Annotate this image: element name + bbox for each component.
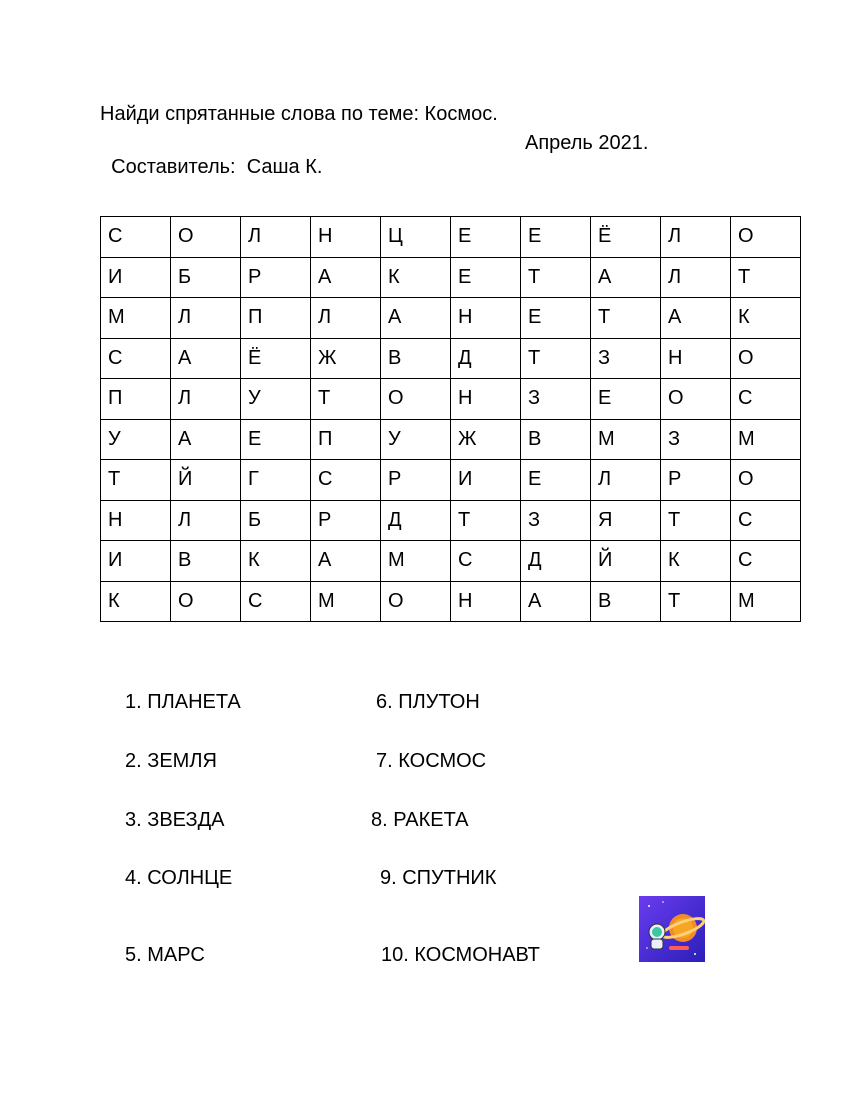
grid-cell: Р [381,460,451,501]
grid-cell: Р [241,257,311,298]
grid-row [101,581,801,622]
grid-cell: А [381,298,451,339]
grid-cell: О [731,217,801,258]
grid-cell: Д [451,338,521,379]
grid-cell: Т [591,298,661,339]
grid-cell: У [241,379,311,420]
grid-row [101,419,801,460]
grid-cell: З [591,338,661,379]
grid-cell: А [521,581,591,622]
grid-cell: Л [171,500,241,541]
grid-cell: Н [311,217,381,258]
word-item: 7. КОСМОС [376,750,487,772]
grid-cell: К [381,257,451,298]
grid-cell: В [591,581,661,622]
grid-cell: О [171,581,241,622]
grid-cell: В [171,541,241,582]
grid-cell: С [101,338,171,379]
grid-cell: Е [241,419,311,460]
word-item: 1. ПЛАНЕТА [125,691,241,713]
grid-cell: А [661,298,731,339]
grid-cell: Т [311,379,381,420]
grid-cell: Р [311,500,381,541]
grid-cell: С [731,500,801,541]
grid-cell: С [451,541,521,582]
grid-cell: З [661,419,731,460]
word-search-grid [100,216,801,622]
grid-cell: Л [241,217,311,258]
grid-cell: Т [661,581,731,622]
grid-cell: С [731,379,801,420]
grid-cell: О [171,217,241,258]
grid-row [101,338,801,379]
grid-cell: П [311,419,381,460]
grid-cell: А [311,541,381,582]
grid-cell: М [101,298,171,339]
grid-cell: Е [591,379,661,420]
grid-cell: Д [381,500,451,541]
grid-cell: Н [451,298,521,339]
grid-cell: Л [171,298,241,339]
grid-cell: О [731,338,801,379]
grid-row [101,541,801,582]
grid-cell: Ц [381,217,451,258]
date-label: Апрель 2021. [525,132,649,154]
grid-cell: Е [521,460,591,501]
grid-cell: Ж [451,419,521,460]
grid-cell: И [451,460,521,501]
word-item: 4. СОЛНЦЕ [125,867,233,889]
grid-cell: Е [451,257,521,298]
grid-cell: Й [171,460,241,501]
grid-cell: К [731,298,801,339]
grid-cell: Н [451,379,521,420]
grid-cell: Н [101,500,171,541]
grid-cell: А [171,419,241,460]
grid-cell: Т [521,338,591,379]
grid-cell: И [101,541,171,582]
grid-cell: Й [591,541,661,582]
grid-cell: Л [311,298,381,339]
grid-cell: Л [661,217,731,258]
word-item: 10. КОСМОНАВТ [381,944,540,966]
grid-cell: П [101,379,171,420]
grid-cell: Н [661,338,731,379]
word-item: 8. РАКЕТА [371,809,469,831]
grid-cell: Л [591,460,661,501]
grid-cell: Т [521,257,591,298]
grid-cell: О [731,460,801,501]
grid-cell: Г [241,460,311,501]
grid-cell: К [241,541,311,582]
grid-cell: Б [171,257,241,298]
grid-cell: Л [171,379,241,420]
grid-cell: М [731,419,801,460]
grid-cell: В [521,419,591,460]
grid-cell: О [381,581,451,622]
grid-cell: А [311,257,381,298]
grid-row [101,379,801,420]
grid-cell: Л [661,257,731,298]
grid-cell: Р [661,460,731,501]
page-title: Найди спрятанные слова по теме: Космос. [100,103,498,125]
grid-row [101,298,801,339]
grid-cell: М [731,581,801,622]
grid-cell: Б [241,500,311,541]
grid-cell: И [101,257,171,298]
grid-cell: Д [521,541,591,582]
author-row [100,131,700,203]
grid-cell: П [241,298,311,339]
grid-cell: С [731,541,801,582]
grid-cell: С [311,460,381,501]
grid-cell: С [101,217,171,258]
grid-cell: Е [451,217,521,258]
grid-row [101,217,801,258]
grid-cell: Н [451,581,521,622]
grid-cell: А [171,338,241,379]
grid-cell: М [311,581,381,622]
word-item: 2. ЗЕМЛЯ [125,750,217,772]
grid-cell: Ж [311,338,381,379]
grid-row [101,460,801,501]
grid-cell: С [241,581,311,622]
grid-cell: М [381,541,451,582]
grid-cell: О [381,379,451,420]
grid-cell: З [521,379,591,420]
grid-cell: Е [521,298,591,339]
grid-cell: Т [731,257,801,298]
grid-cell: О [661,379,731,420]
grid-cell: У [101,419,171,460]
word-item: 3. ЗВЕЗДА [125,809,225,831]
grid-cell: Т [661,500,731,541]
grid-cell: Ё [591,217,661,258]
author-label: Составитель: Саша К. [111,156,323,178]
grid-cell: Е [521,217,591,258]
grid-cell: К [101,581,171,622]
word-item: 9. СПУТНИК [380,867,497,889]
grid-cell: Т [451,500,521,541]
grid-row [101,257,801,298]
grid-cell: Т [101,460,171,501]
grid-cell: З [521,500,591,541]
word-item: 5. МАРС [125,944,205,966]
astronaut-planet-icon [639,896,705,962]
grid-cell: В [381,338,451,379]
grid-cell: М [591,419,661,460]
grid-row [101,500,801,541]
grid-cell: У [381,419,451,460]
grid-cell: К [661,541,731,582]
grid-cell: А [591,257,661,298]
word-item: 6. ПЛУТОН [376,691,480,713]
grid-cell: Ё [241,338,311,379]
grid-cell: Я [591,500,661,541]
